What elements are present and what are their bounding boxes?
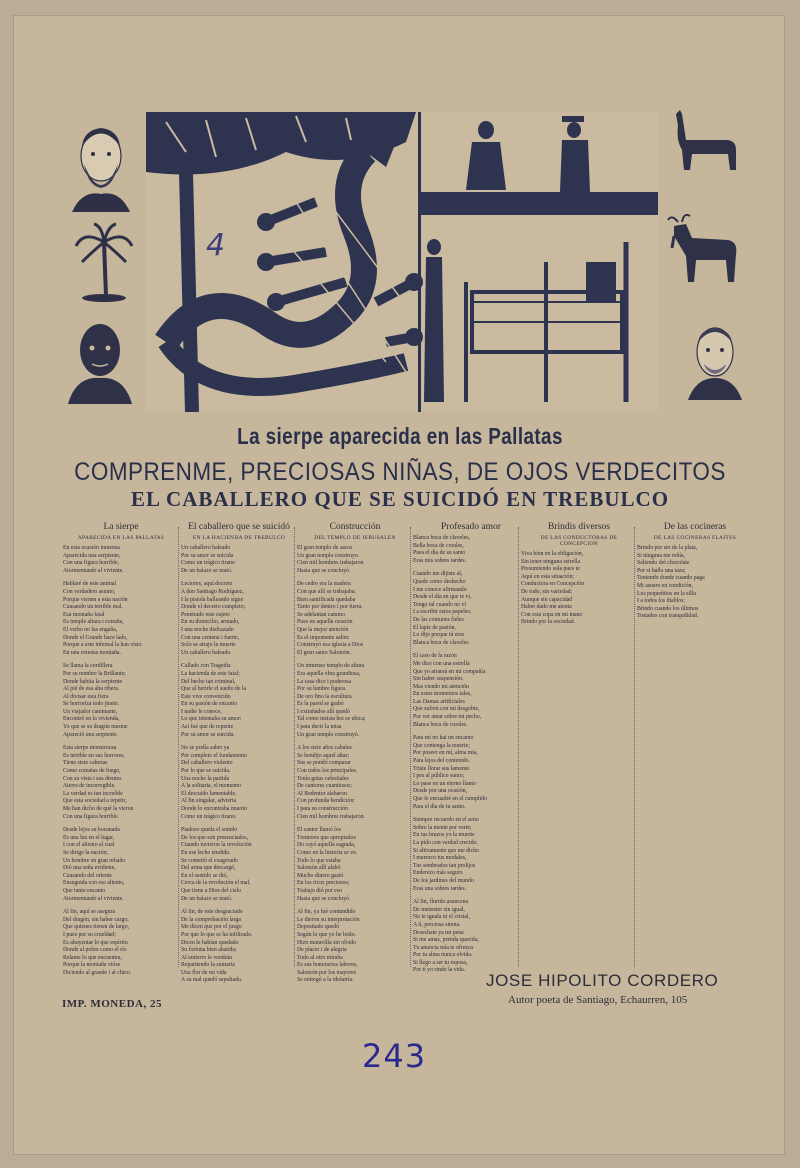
poem-stanza (521, 551, 637, 627)
poem-stanza (63, 909, 179, 977)
poem-line: Enseguida con ese aliento, (63, 880, 125, 887)
poem-line: Que la mejor atención (297, 626, 349, 633)
poem-line: Mucho dinero gastó (297, 872, 344, 879)
poem-line: Se llama la cordillera (63, 663, 113, 670)
poem-line: El lapiz de pasión, (413, 624, 456, 631)
poem-line: Al fin, ya fué contundido (297, 909, 356, 916)
poem-line: Me han dicho de qué la vieron (63, 806, 134, 812)
poem-line: Un gran templo construyó. (297, 731, 360, 738)
poem-line: Donde habita la serpiente (63, 678, 123, 685)
poem-line: Donde el Grande hace lado, (63, 634, 128, 641)
poem-line: Atormentando al viviente. (63, 895, 124, 902)
portrait-dark-figure-image (60, 314, 140, 404)
poem-line: Sobre la mente por verte; (413, 824, 472, 831)
poem-line: Con todos los principales. (297, 768, 358, 775)
poem-line: La verdad es tan increíble (63, 790, 123, 797)
poem-line: Al Redentor alabaron (297, 790, 347, 797)
poem-line: Mas viendo mi atención (413, 683, 469, 690)
poem-line: I la pistola balleando sigue (181, 596, 244, 603)
poem-line: Diciendo al grande i al chico. (63, 969, 132, 976)
poem-line: Viva bien en la obligación, (521, 551, 584, 557)
poem-line: Al fin, florido asuncena (413, 899, 469, 906)
poem-line: Por tu alma nunca olvida. (413, 952, 473, 959)
poem-line: Tengo tal cuando no ví (413, 601, 467, 608)
poem-line: Al divisar esta fiera (63, 693, 109, 700)
column-divider (410, 527, 411, 967)
poem-line: Por completo el fundamento (181, 752, 247, 759)
poem-line: Sus se pondó comparar (297, 760, 351, 767)
poem-line: De un balazo se mató. (181, 895, 233, 902)
poem-line: Una flor de mi vida (181, 969, 227, 976)
poem-line: Del arma que descargó, (181, 865, 236, 872)
poem-line: Del hecho tan criminal, (181, 678, 236, 685)
poem-line: De los que son presenciados, (181, 834, 249, 841)
poem-line: Se bendijo aquel altar; (297, 752, 349, 759)
main-title: La sierpe aparecida en las Pallatas (237, 423, 563, 449)
poem-stanza (413, 817, 529, 893)
poem-line: De todo, sin variedad; (521, 588, 573, 595)
poem-line: De las comunes fieles (413, 616, 464, 623)
poem-line: Si llego a ser tu esposa, (413, 959, 468, 966)
poem-line: Era aquella obra grandiosa, (297, 670, 361, 677)
poem-line: Trabajo dió por eso (297, 887, 343, 894)
poem-stanza (637, 545, 753, 621)
column-cocineras (637, 522, 753, 627)
poem-line: Un viajador caminante, (63, 708, 118, 715)
poem-line: Es una luz en el lugar, (63, 834, 115, 841)
column-construccion (297, 522, 413, 991)
column-el-caballero (181, 522, 297, 991)
poem-line: Relame lo que encuentra, (63, 954, 122, 961)
poem-line: I merezco tus modales, (413, 855, 467, 862)
poem-line: Se horroriza todo jinete. (63, 701, 120, 708)
poem-line: Lo dijo porque tú eres (413, 632, 465, 639)
palm-tree-image (72, 222, 136, 302)
poem-line: Cerca de la revolución el mal, (181, 880, 251, 887)
poem-line: Al fin singular, advierta (181, 798, 237, 805)
poem-stanza (297, 909, 413, 985)
poem-line: Que yo atraerá en mi compañía (413, 668, 486, 675)
poem-line: A los siete años cabales (297, 745, 352, 752)
poem-stanza (297, 745, 413, 821)
poem-line: La hacienda de este fatal; (181, 670, 240, 677)
poem-line: Un inmenso templo de altura (297, 663, 365, 670)
poem-line: En el sentido se dió, (181, 872, 228, 879)
poem-line: De cedro era la madera (297, 581, 351, 588)
poem-line: Esta sierpe monstruosa (63, 745, 117, 752)
poem-line: Porque vienen a esta nación (63, 596, 128, 603)
poem-line: Por que lo que se ha infiltrado. (181, 931, 253, 938)
poem-line: En estos momentos tales, (413, 691, 472, 698)
poem-line: Bien santificada quedaba (297, 596, 356, 603)
poem-line: Lo que intentaba su amor: (181, 716, 242, 723)
poem-line: De un balazo se mató. (181, 567, 233, 574)
poem-line: El caso de la razón (413, 653, 457, 660)
poem-line: Triste llorar sus lamento (413, 765, 470, 772)
poem-line: Con una centena i fuerte, (181, 634, 240, 641)
poem-heading: De las cocineras (663, 522, 727, 532)
poem-line: I a todos los diablos; (637, 598, 685, 605)
poem-line: Cien mil hombres trabajaron (297, 560, 364, 567)
poem-line: Los pequeñitos en la silla (637, 590, 696, 597)
poem-line: Mi asuero en condición, (637, 582, 694, 589)
poem-line: De menester sin igual, (413, 906, 465, 913)
poem-line: Aunque sin capacidad (521, 596, 573, 603)
poem-subheading: APARECIDA EN LAS PALLATAS (77, 535, 165, 541)
poem-stanza (413, 899, 529, 975)
poem-line: Al fin, aquí se asegura (63, 909, 115, 916)
poem-line: Encontró en la vivienda, (63, 716, 120, 723)
poem-line: Brindo por la sociedad. (521, 619, 576, 626)
poem-line: Si me amas, prenda querida; (413, 937, 479, 944)
poem-line: A su mal quedó sepultado. (181, 977, 243, 984)
poem-line: I me conoce afirmando (413, 586, 467, 593)
poem-line: Se adelantan camino (297, 611, 345, 618)
poem-line: Desde por una ocasión, (413, 788, 468, 795)
poem-line: Tremores que apropiados (297, 834, 356, 841)
poem-stanza (181, 545, 297, 575)
poem-line: Es sus honorarios labores, (297, 962, 358, 969)
poem-line: Con su vista i sus dientes (63, 775, 122, 782)
poem-line: Conductora en Concepción (521, 581, 585, 588)
poem-line: Según lo que yo he leido. (297, 931, 356, 938)
poem-line: Como un trágico tirano. (181, 813, 237, 820)
poem-line: Si ninguna me reñía, (637, 552, 685, 559)
poem-line: En los ricos preciosos; (297, 880, 350, 887)
poem-line: Dicen le habían quedado (181, 939, 239, 946)
poem-line: No se podía saber ya (181, 745, 230, 752)
poem-line: Callado con Tragedia (181, 663, 231, 670)
poem-line: Salomón por los mayores (297, 969, 357, 976)
poem-line: Por su amor se suicida. (181, 731, 235, 738)
poem-line: A la solitaria, el momento (181, 783, 242, 790)
poem-line: I para decir la misa (297, 724, 342, 731)
poem-line: Blanca boca de claveles. (413, 639, 470, 646)
poem-line: Yo que se su dragón mesme (63, 724, 128, 731)
poem-line: El gran santo Salomón. (297, 649, 352, 656)
imprint-text: IMP. MONEDA, 25 (62, 998, 162, 1010)
poem-line: Siempre recuerdo en el seno (413, 817, 479, 824)
poem-line: Tus sembrados tan prolijos (413, 862, 476, 869)
column-divider (178, 527, 179, 967)
poem-line: Pues el día de su santo (413, 550, 466, 557)
poem-stanza (413, 735, 529, 811)
poem-line: Esa montaña fatal (63, 611, 105, 618)
poem-line: Como en la historia se ve. (297, 849, 358, 856)
poem-line: Una noche la partida (181, 775, 230, 782)
poem-line: Que esta sociedad a repetir, (63, 798, 127, 805)
poem-line: Enderezo más seguro (413, 870, 463, 877)
poem-line: Desde lejos su bocanada (63, 827, 120, 834)
author-name: JOSE HIPOLITO CORDERO (486, 971, 719, 990)
poem-stanza (63, 745, 179, 821)
poem-line: Para mí no hai un encanto (413, 735, 474, 742)
poem-line: Desde el día en que te ví, (413, 594, 472, 601)
portrait-bearded-man-image (62, 116, 140, 212)
poem-stanza (181, 745, 297, 821)
poem-line: Que fe encuadré en el cumplido (413, 796, 487, 802)
poem-line: Es el imponente salón: (297, 634, 350, 641)
poem-line: Aterra de incorregible. (63, 783, 116, 790)
poem-line: La casa dice i poderosa (297, 678, 352, 685)
poem-line: Eras mis sobres tardes. (413, 557, 467, 564)
poem-line: I a escribir estos papeles; (413, 609, 472, 616)
poem-line: Es temple altura i extraña, (63, 619, 124, 626)
poem-line: Este vive convencido (181, 693, 231, 700)
poem-line: Cien mil hombres trabajaron. (297, 813, 365, 820)
poem-line: Aparecida una serpiente, (63, 552, 121, 559)
second-title: COMPRENME, PRECIOSAS NIÑAS, DE OJOS VERDECITOS (74, 458, 726, 486)
handwritten-number: 243 (362, 1037, 427, 1075)
poem-line: Al pié de esa alta ribera. (63, 686, 120, 693)
poem-line: En tus brazos yo la muerte (413, 832, 475, 839)
poem-line: Depositado quedó (297, 924, 340, 931)
poem-line: Para el día de tu santo. (413, 803, 466, 810)
column-divider (634, 527, 635, 967)
poem-line: Lo pase en un eterno llanto (413, 780, 476, 787)
poem-line: Donde lo encontraba muerto (181, 806, 248, 812)
poem-line: Quede como deshecho (413, 578, 466, 585)
poem-line: I extrañados allí quedó (297, 708, 350, 715)
poem-stanza (297, 581, 413, 657)
poem-line: Apareció una serpiente. (63, 731, 118, 738)
poem-line: Penetrado este sujeto (181, 611, 230, 618)
poem-line: Con profunda bendición: (297, 798, 355, 805)
poem-line: En ese lecho tendido. (181, 849, 231, 856)
poem-line: Sin tener ninguna estrella (521, 558, 581, 565)
third-title: EL CABALLERO QUE SE SUICIDÓ EN TREBULCO (130, 487, 670, 511)
poem-line: De oro fino la escultura (297, 693, 352, 700)
poem-line: Dió una seña evidente, (63, 865, 116, 872)
poem-line: Tal como insista hoi se ubica; (297, 716, 366, 723)
poem-line: Que tiene a Dios del cielo (181, 887, 242, 894)
poem-stanza (181, 827, 297, 903)
poem-line: Con que allí se trabajaba; (297, 588, 356, 595)
poem-stanza (297, 663, 413, 739)
poem-line: Tenía gotas celestiales (297, 775, 349, 782)
poem-line: Por ver amar sobre mi pecho, (413, 714, 482, 721)
poem-line: Con una figura horrible. (63, 813, 120, 820)
poem-line: Se entregó a la idolatría. (297, 977, 354, 984)
poem-line: Por si hallo una taza; (637, 567, 686, 574)
poem-line: I pues por su crueldad; (63, 931, 116, 938)
poem-line: Donde al pobre como el río (63, 947, 127, 954)
column-la-sierpe (63, 522, 179, 983)
poem-line: Todo al otro miraba (297, 954, 343, 961)
poem-line: Solo se atrajo la muerte (181, 642, 236, 649)
poem-line: Teniendo donde cuando paga (637, 575, 705, 582)
poem-line: Es terrible en sus horrores, (63, 752, 125, 759)
poem-line: Cuando tuvieron la revolución (181, 842, 252, 849)
poem-line: El cantor llamó los (297, 827, 341, 834)
poem-line: Hablaré de este animal (63, 581, 116, 588)
poem-stanza (413, 535, 529, 565)
poem-line: Salomón allí alabó (297, 865, 341, 872)
poem-line: Que contenga la muerte; (413, 742, 470, 749)
poem-line: Si altivamente que me dicho (413, 847, 480, 854)
poem-line: Do cayó aquella sagrada, (297, 842, 356, 849)
poem-line: Me dicen que por el juego (181, 924, 242, 931)
poem-line: El descuido lamentable, (181, 790, 237, 797)
poem-line: Que al herirle el sueño de la (181, 686, 247, 693)
poem-line: Blanca boca de corales. (413, 721, 468, 728)
poem-subheading: DE LAS COCINERAS FLAITES (653, 535, 737, 541)
poem-line: Un hombre en gran rebaño (63, 857, 126, 864)
poem-line: De la comprobación larga (181, 916, 241, 923)
poem-line: Desechate ya mi pena (413, 929, 464, 936)
poem-stanza (63, 545, 179, 575)
poem-line: A tí, preciosa sirena. (413, 921, 461, 928)
poem-line: Repartiendo la sumaria (181, 962, 235, 969)
poem-line: Por poseer en mí, alma mía, (413, 750, 478, 757)
poem-line: Porque la montaña vióse (63, 962, 121, 969)
poem-subheading: DEL TEMPLO DE JERUSALEN (314, 535, 396, 541)
llama-image (666, 110, 748, 176)
poem-line: A don Santiago Rodríguez, (181, 588, 244, 595)
poem-stanza (63, 663, 179, 739)
handwritten-mark: 4 (206, 228, 226, 263)
poem-line: Presumiendo sola pues te (521, 566, 580, 573)
poem-heading: El caballero que se suicidó (188, 522, 290, 532)
poem-stanza (63, 827, 179, 903)
poem-line: I con el aliento al cual (63, 842, 115, 849)
column-brindis-diversos (521, 522, 637, 633)
poem-line: La pido con verdad crecido. (413, 839, 478, 846)
poem-line: Tanto por dentro i por fuera. (297, 604, 363, 611)
poem-stanza (413, 571, 529, 647)
poem-line: Que quienes tienen de largo, (63, 924, 130, 931)
poem-line: Del caballero violento (181, 760, 233, 767)
poem-line: Saliendo del chocolate (637, 560, 690, 567)
poem-line: I para su construcción (297, 806, 349, 812)
poem-line: Me dice con una estrella (413, 660, 470, 667)
column-divider (518, 527, 519, 967)
poem-line: Lectores, aquí decreto (181, 581, 233, 588)
poem-stanza (297, 545, 413, 575)
poem-line: I una noche disfrazado (181, 626, 234, 633)
poem-line: Al fin, de este desgraciado (181, 909, 243, 916)
poem-line: Aquí en esta situación; (521, 573, 574, 580)
poem-line: Con verdadero asunto, (63, 588, 116, 595)
poem-line: Como cometas de fuego, (63, 768, 121, 775)
poem-line: Donde el decreto completo; (181, 604, 246, 611)
poem-line: Causando del oriente (63, 872, 112, 879)
poem-line: Le dieron su interpretación (297, 916, 360, 923)
column-profesado-amor (413, 522, 529, 981)
poem-stanza (181, 581, 297, 657)
poem-line: Con una figura horrible, (63, 560, 120, 567)
poem-line: Un caballero baleado (181, 545, 231, 551)
poem-line: Se dirige la nación; (63, 849, 108, 856)
poem-stanza (181, 663, 297, 739)
poem-line: Es ahuyentar lo que espíritu (63, 939, 128, 946)
poem-line: Hasta que se concluyó. (297, 895, 351, 902)
poem-line: Se cometió el exagerado (181, 857, 238, 864)
poem-line: Haber dado me atenta (521, 604, 572, 611)
poem-line: Que tanto encanto (63, 887, 106, 894)
poem-line: I pes al público sumo; (413, 773, 465, 780)
portrait-old-man-image (684, 316, 746, 400)
poem-line: De placer i de alegría (297, 947, 347, 954)
poem-line: Blanca boca de claveles, (413, 535, 470, 541)
poem-line: Causando un terrible mal. (63, 604, 123, 611)
poem-heading: Brindis diversos (547, 522, 610, 532)
poem-line: Por tí yo rindo la vida. (413, 967, 466, 974)
poem-line: Puso en aquella ocasión (297, 619, 353, 626)
poem-line: No te iguala ni el cristal, (413, 914, 470, 921)
poem-stanza (297, 827, 413, 903)
poem-line: Tu anuncia mía te ofrezca (413, 944, 473, 951)
poem-line: Tostados con tranquilidad. (637, 613, 699, 620)
poem-line: Un gran templo construyo. (297, 552, 360, 559)
poem-line: Por su amor se suicida (181, 552, 234, 559)
poem-line: Atormentando al viviente. (63, 567, 124, 574)
poem-line: Brindo cuando los últimos (637, 605, 699, 612)
poem-line: Por su nombre la Brillante; (63, 670, 126, 677)
poem-line: Con esta copa en mi mano (521, 611, 583, 618)
author-subtitle: Autor poeta de Santiago, Echaurren, 105 (508, 994, 688, 1006)
poem-line: Por su lumbre figura. (297, 686, 347, 693)
poem-line: Construyó esa iglesia a Dios (297, 642, 364, 649)
poem-line: Las Damas artificiales (413, 698, 465, 705)
poem-line: De los jardines del mundo (413, 877, 474, 884)
poem-line: Así fué que de repente (181, 724, 234, 731)
poem-line: El gran templo de sacos (297, 545, 353, 551)
poem-heading: Profesado amor (441, 522, 501, 532)
poem-line: I nadie le conoce, (181, 708, 222, 715)
poem-line: El verbo no las engaña, (63, 626, 118, 633)
poem-stanza (413, 653, 529, 729)
poem-line: Todo lo que estaba (297, 857, 341, 864)
column-divider (294, 527, 295, 967)
poem-line: De cantores cuantiosos; (297, 783, 353, 790)
poem-line: Un caballero baleado. (181, 649, 232, 656)
poem-line: Eras una sobres tardes. (413, 885, 467, 892)
poem-line: Al entierro le vendrán (181, 954, 233, 961)
poem-heading: Construcción (329, 522, 381, 532)
poem-line: Tiene siete cabezas (63, 760, 108, 767)
poem-stanza (63, 581, 179, 657)
poem-line: Hizo maravilla sin olvido (297, 939, 357, 946)
poem-line: En esta ocasión inmensa (63, 545, 120, 551)
poem-subheading: DE LAS CONDUCTORAS DE CONCEPCION (540, 535, 618, 547)
poem-line: Porque a este infernal la han visto (63, 642, 142, 649)
poem-line: Cuando me dijiste al, (413, 571, 463, 578)
poem-line: Sin haber suspensión. (413, 676, 464, 683)
poem-line: En una extensa montaña. (63, 649, 121, 656)
poem-line: Piadoso queda el sonido (181, 827, 238, 834)
poem-line: Como un trágico tirano (181, 560, 235, 567)
poem-stanza (181, 909, 297, 985)
poem-line: Bella boca de corales, (413, 542, 464, 549)
poem-heading: La sierpe (103, 522, 139, 532)
poem-line: En su domicilio, armado, (181, 619, 240, 626)
poem-line: Su fortuna bien abatida; (181, 947, 237, 954)
poem-line: Brindo por ser de la plata, (637, 545, 698, 551)
poem-line: Hasta que se concluyó. (297, 567, 351, 574)
poem-line: Del dragón, sin haber cargo; (63, 916, 129, 923)
goat-image (664, 212, 748, 292)
poem-subheading: EN LA HACIENDA DE TREBULCO (192, 535, 286, 541)
poem-line: Que sufren con mi desgobie, (413, 706, 480, 713)
poem-line: Es la pared se grabó (297, 701, 344, 708)
poem-line: En su pasión de encanto (181, 701, 238, 708)
poem-line: Para lejos del contenido. (413, 758, 470, 765)
poem-line: Por lo que se suicida. (181, 768, 231, 775)
